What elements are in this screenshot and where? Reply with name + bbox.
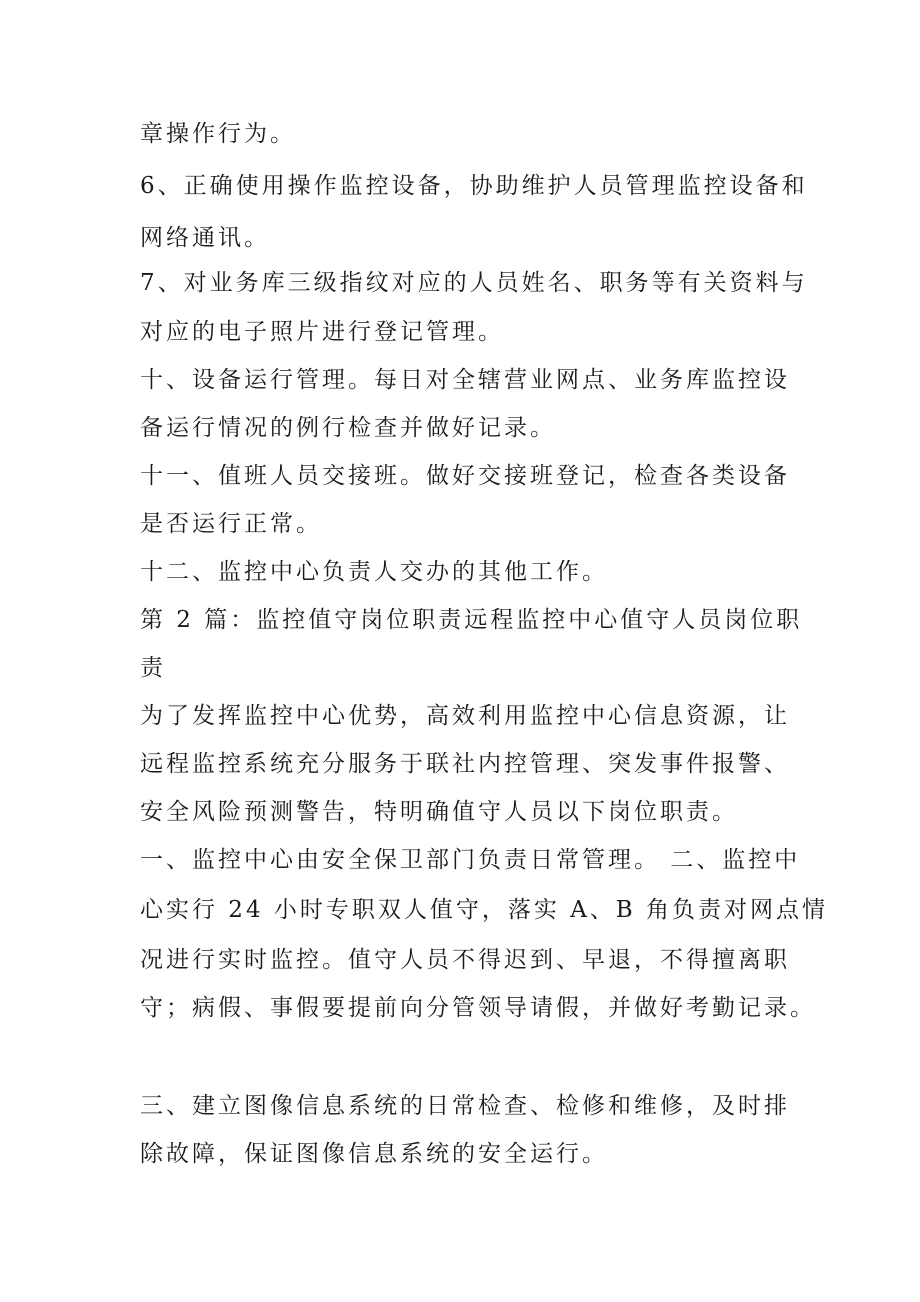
text-line: 责 — [140, 655, 166, 681]
text-line: 为了发挥监控中心优势，高效利用监控中心信息资源，让 — [140, 703, 790, 729]
text-line: 安全风险预测警告，特明确值守人员以下岗位职责。 — [140, 799, 738, 825]
text-line: 十一、值班人员交接班。做好交接班登记，检查各类设备 — [140, 463, 790, 489]
text-line: 第 2 篇：监控值守岗位职责远程监控中心值守人员岗位职 — [140, 607, 803, 633]
text-line: 守；病假、事假要提前向分管领导请假，并做好考勤记录。 — [140, 995, 816, 1021]
text-line: 除故障，保证图像信息系统的安全运行。 — [140, 1141, 608, 1167]
text-line: 三、建立图像信息系统的日常检查、检修和维修，及时排 — [140, 1093, 790, 1119]
text-line: 网络通讯。 — [140, 225, 270, 251]
text-line: 一、监控中心由安全保卫部门负责日常管理。 二、监控中 — [140, 847, 801, 873]
text-line: 远程监控系统充分服务于联社内控管理、突发事件报警、 — [140, 751, 790, 777]
text-line: 章操作行为。 — [140, 121, 296, 147]
text-line: 心实行 24 小时专职双人值守，落实 A、B 角负责对网点情 — [140, 897, 829, 923]
text-line: 况进行实时监控。值守人员不得迟到、早退，不得擅离职 — [140, 947, 790, 973]
text-line: 十、设备运行管理。每日对全辖营业网点、业务库监控设 — [140, 367, 790, 393]
text-line: 是否运行正常。 — [140, 511, 322, 537]
text-line: 对应的电子照片进行登记管理。 — [140, 319, 504, 345]
text-line: 7、对业务库三级指纹对应的人员姓名、职务等有关资料与 — [140, 270, 808, 296]
text-line: 备运行情况的例行检查并做好记录。 — [140, 415, 556, 441]
text-line: 6、正确使用操作监控设备，协助维护人员管理监控设备和 — [140, 173, 808, 199]
text-line: 十二、监控中心负责人交办的其他工作。 — [140, 559, 608, 585]
